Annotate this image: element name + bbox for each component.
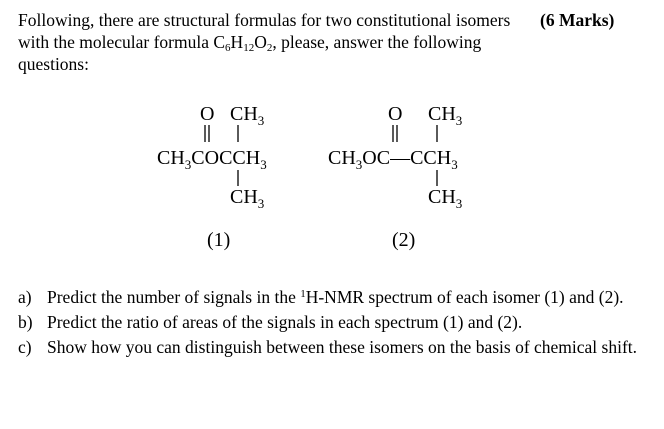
question-letter: b) — [18, 312, 33, 332]
isomer-1-top-methyl: $CH_3$ — [230, 103, 265, 128]
question-item-b — [18, 310, 638, 335]
isomer-2-structure — [328, 103, 462, 251]
formula-c-count: 6 — [225, 42, 231, 54]
intro-text-start: Following, there are structural formulas for two constitutional isomers with the molecular formula — [18, 10, 511, 52]
isomer-1-label: (1) — [207, 229, 231, 251]
formula-h-count: 12 — [243, 42, 255, 54]
formula-o-count: 2 — [266, 42, 273, 54]
isomer-1-bottom-methyl: $CH_3$ — [230, 186, 265, 211]
intro-text-end: , please, answer the following questions: — [18, 32, 482, 74]
question-item-a — [18, 285, 638, 310]
isomer-2-bottom-methyl: $CH_3$ — [428, 186, 463, 211]
isomer-2-carbonyl-o: O — [388, 103, 403, 125]
isomer-1-carbonyl-o: O — [200, 103, 215, 125]
question-letter: c) — [18, 337, 32, 357]
formula-c: C — [213, 32, 226, 52]
question-text: Show how you can distinguish between these isomers on the basis of chemical shift. — [47, 337, 638, 357]
marks-label: (6 Marks) — [540, 10, 615, 30]
isomer-1-structure — [157, 103, 267, 251]
question-text: Predict the ratio of areas of the signals in each spectrum (1) and (2). — [47, 312, 523, 332]
formula-h: H — [230, 32, 244, 52]
question-text: Predict the number of signals in the $^1$H-NMR spectrum of each isomer (1) and (2). — [47, 287, 624, 307]
question-item-c — [18, 335, 638, 360]
isomer-1-main-chain: $CH_3COCCH_3$ — [157, 147, 267, 172]
formula-o: O — [254, 32, 267, 52]
isomer-2-top-methyl: $CH_3$ — [428, 103, 463, 128]
isomer-2-label: (2) — [392, 229, 416, 251]
question-letter: a) — [18, 287, 32, 307]
question-list — [18, 285, 638, 360]
isomer-2-main-chain: $CH_3OC—CCH_3$ — [328, 147, 458, 172]
